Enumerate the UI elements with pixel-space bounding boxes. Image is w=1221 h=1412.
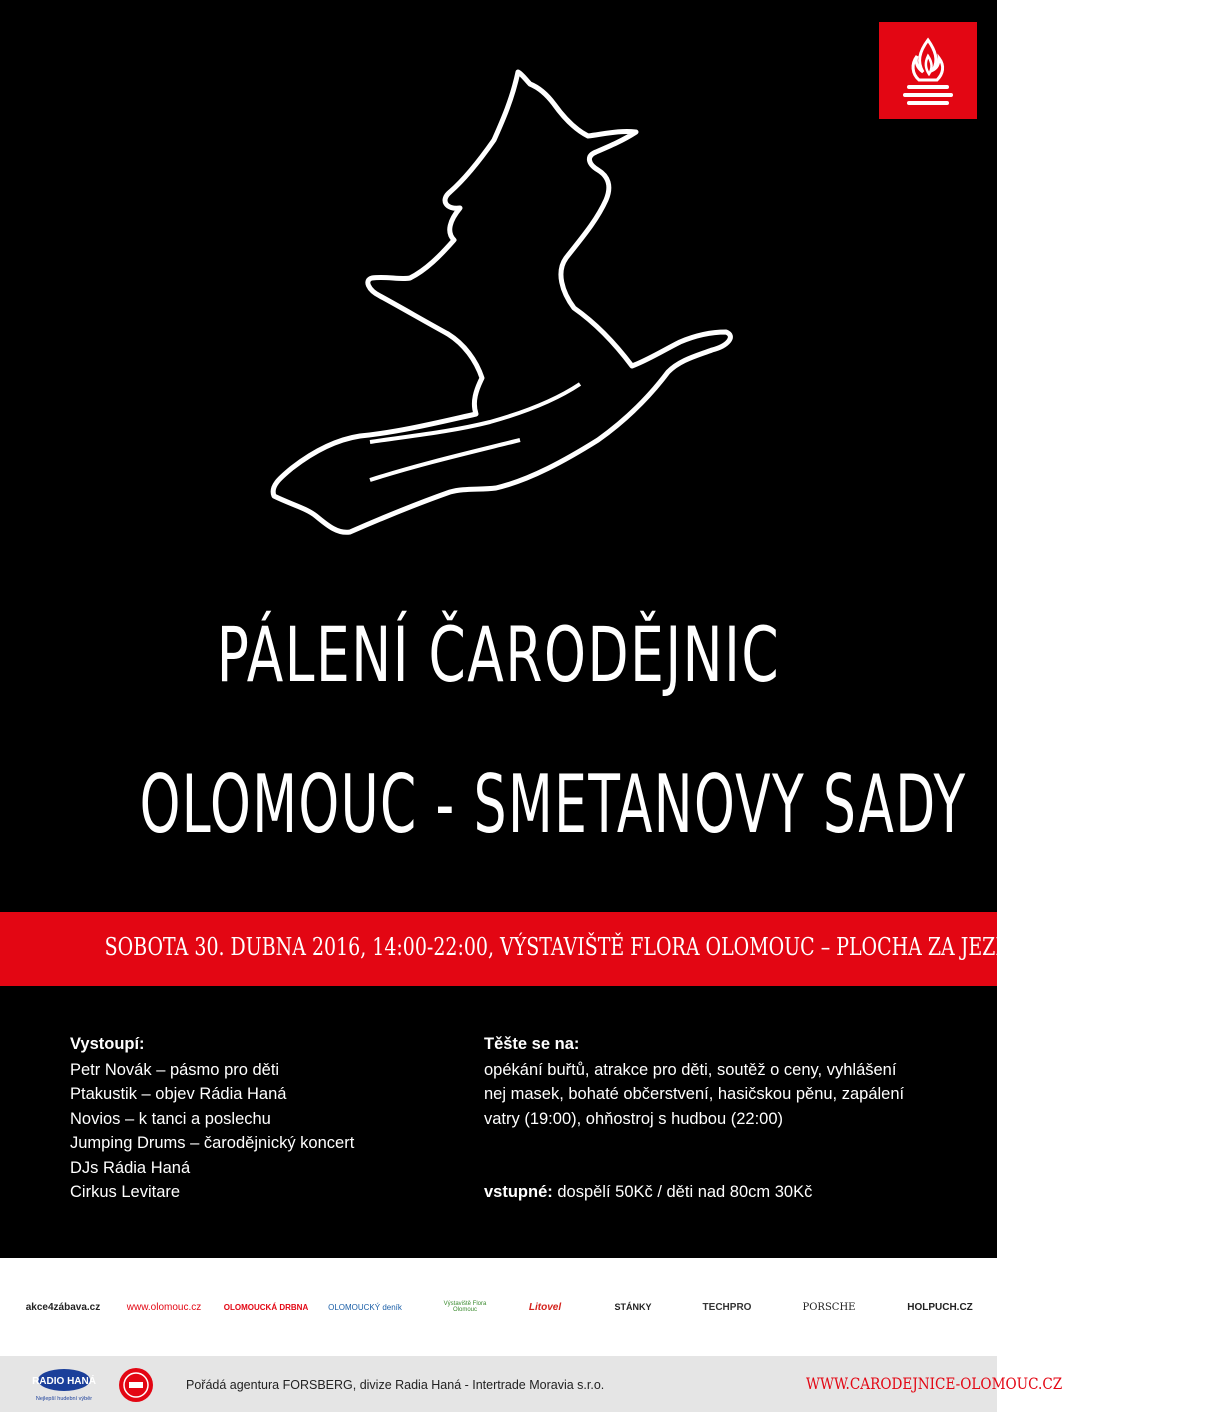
- sponsor-logo-olomouc[interactable]: [128, 1290, 200, 1324]
- organizer-text: Pořádá agentura FORSBERG, divize Radia Haná - Intertrade Moravia s.r.o.: [186, 1378, 605, 1392]
- witch-on-broom-icon: [250, 60, 750, 550]
- page-subtitle: OLOMOUC - SMETANOVY SADY: [139, 758, 967, 851]
- price-line: [484, 1180, 954, 1205]
- forsberg-logo[interactable]: [117, 1366, 155, 1404]
- sponsor-label: www.olomouc.cz: [126, 1301, 202, 1313]
- sponsor-label: STÁNKY: [614, 1302, 652, 1312]
- website-link[interactable]: WWW.CARODEJNICE-OLOMOUC.CZ: [806, 1374, 1063, 1393]
- sponsor-logo-techpro[interactable]: [690, 1290, 764, 1324]
- price-label: vstupné:: [484, 1183, 553, 1201]
- sponsor-label: OLOMOUCKÁ DRBNA: [223, 1302, 309, 1312]
- bonfire-logo: [879, 22, 977, 119]
- performer-item: DJs Rádia Haná: [70, 1158, 191, 1177]
- program-line: opékání buřtů, atrakce pro děti, soutěž o ceny, vyhlášení: [484, 1060, 897, 1079]
- sponsor-label: Litovel: [528, 1301, 562, 1313]
- spacer: [484, 1131, 954, 1180]
- sponsor-logo-denik[interactable]: [326, 1290, 404, 1324]
- performer-item: Cirkus Levitare: [70, 1183, 181, 1201]
- sponsor-label: Výstaviště Flora Olomouc: [443, 1301, 487, 1313]
- event-date-text: SOBOTA 30. DUBNA 2016, 14:00-22:00, VÝSTAVIŠTĚ FLORA OLOMOUC – PLOCHA ZA JEZÍRKEM U PAVILONU H: [104, 933, 1221, 961]
- performer-item: Novios – k tanci a poslechu: [70, 1109, 271, 1128]
- performer-item: Ptakustik – objev Rádia Haná: [70, 1085, 287, 1103]
- forsberg-seal-icon: [117, 1366, 155, 1404]
- performer-item: Petr Novák – pásmo pro děti: [70, 1060, 280, 1079]
- program-column: [484, 1032, 954, 1205]
- radio-hana-logo[interactable]: [34, 1366, 94, 1404]
- program-line: nej masek, bohaté občerstvení, hasičskou pěnu, zapálení: [484, 1085, 905, 1103]
- radio-hana-icon: [34, 1366, 94, 1404]
- radio-hana-text: RADIO HANÁ: [32, 1376, 96, 1387]
- page-title: PÁLENÍ ČARODĚJNIC: [216, 610, 781, 699]
- sponsor-logo-holpuch[interactable]: [900, 1290, 980, 1324]
- sponsor-label: OLOMOUCKÝ deník: [328, 1302, 402, 1312]
- performers-column: [70, 1032, 450, 1205]
- bonfire-icon: [879, 22, 977, 119]
- sponsor-label: akce4zábava.cz: [25, 1301, 101, 1313]
- sponsor-logo-porsche[interactable]: [794, 1290, 864, 1324]
- program-heading: Těšte se na:: [484, 1035, 580, 1053]
- program-line: vatry (19:00), ohňostroj s hudbou (22:00): [484, 1109, 784, 1128]
- sponsor-logo-litovel[interactable]: [520, 1290, 570, 1324]
- sponsor-label: HOLPUCH.CZ: [907, 1301, 973, 1313]
- sponsor-label: PORSCHE: [802, 1301, 856, 1313]
- sponsor-logo-flora[interactable]: [440, 1290, 490, 1324]
- sponsor-logo-akce-zabava[interactable]: [18, 1290, 108, 1324]
- price-text: dospělí 50Kč / děti nad 80cm 30Kč: [552, 1183, 813, 1201]
- performer-item: Jumping Drums – čarodějnický koncert: [70, 1134, 355, 1152]
- sponsor-label: TECHPRO: [702, 1301, 752, 1313]
- radio-hana-slogan: Nejlepší hudební výběr: [35, 1396, 93, 1402]
- performers-heading: Vystoupí:: [70, 1035, 145, 1053]
- sponsor-logo-drbna[interactable]: [223, 1290, 309, 1324]
- sponsor-logo-stanky[interactable]: [604, 1290, 662, 1324]
